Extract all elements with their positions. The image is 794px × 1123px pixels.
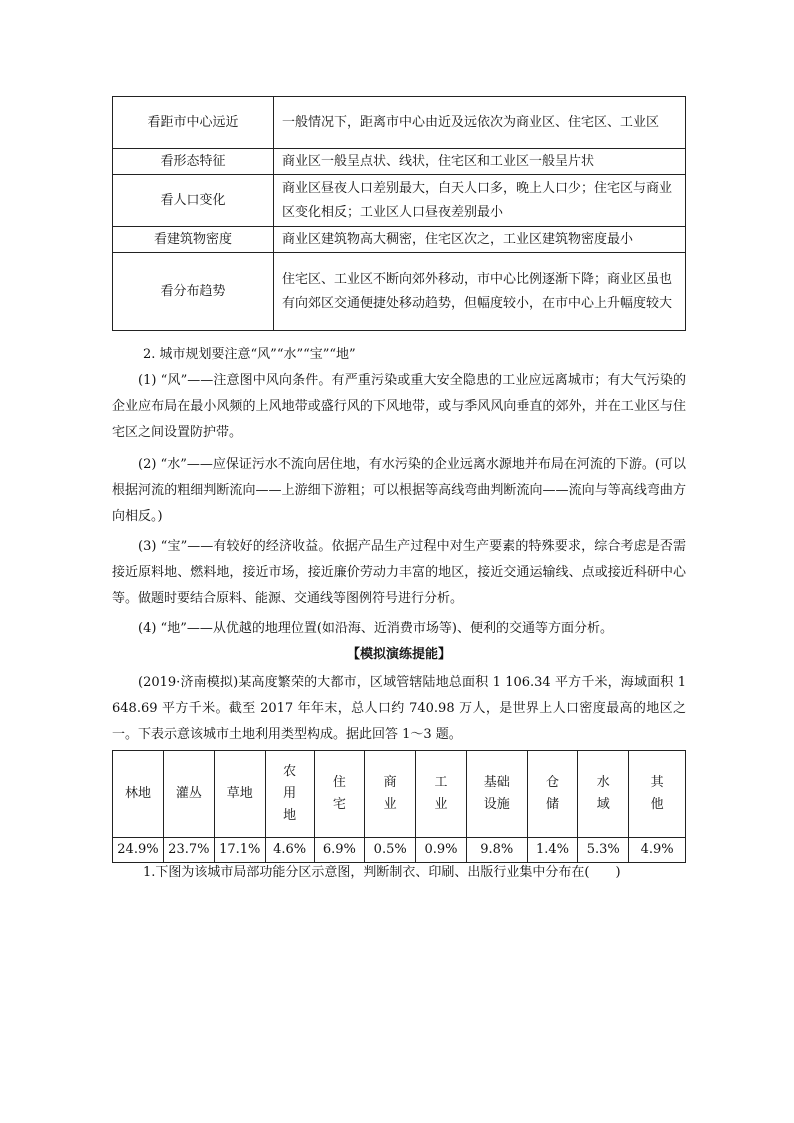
table-header-cell: 住宅 [314, 751, 365, 838]
table-header-cell: 灌丛 [163, 751, 214, 838]
paragraph-wind: (1) “风”——注意图中风向条件。有严重污染或重大安全隐患的工业应远离城市；有大气污染的企业应布局在最小风频的上风地带或盛行风的下风地带，或与季风风向垂直的郊外，并在工业区与住宅区之间设置防护带。 [112, 373, 686, 440]
table-label-cell: 看建筑物密度 [113, 227, 274, 253]
table-cell: 17.1% [214, 838, 265, 863]
table-row [113, 149, 686, 175]
paragraph-treasure: (3) “宝”——有较好的经济收益。依据产品生产过程中对生产要素的特殊要求，综合考虑是否需接近原料地、燃料地，接近市场，接近廉价劳动力丰富的地区，接近交通运输线、点或接近科研中心等。做题时要结合原料、能源、交通线等图例符号进行分析。 [112, 539, 686, 606]
table-label-cell: 看人口变化 [113, 175, 274, 227]
table-cell: 0.5% [365, 838, 416, 863]
paragraph-water: (2) “水”——应保证污水不流向居住地，有水污染的企业远离水源地并布局在河流的下游。(可以根据河流的粗细判断流向——上游细下游粗；可以根据等高线弯曲判断流向——流向与等高线弯曲方向相反。) [112, 457, 686, 524]
table-cell: 23.7% [163, 838, 214, 863]
table-row [113, 227, 686, 253]
table-cell: 4.6% [265, 838, 314, 863]
table-row [113, 97, 686, 149]
table-row [113, 838, 686, 863]
table-cell: 24.9% [113, 838, 164, 863]
question-intro: (2019·济南模拟)某高度繁荣的大都市，区域管辖陆地总面积 1 106.34 平方千米，海域面积 1 648.69 平方千米。截至 2017 年年末，总人口约 740.98 万人，是世界上人口密度最高的地区之一。下表示意该城市土地利用类型构成。据此回答 1～3 题。 [112, 675, 686, 742]
table-text-cell: 商业区昼夜人口差别最大，白天人口多，晚上人口少；住宅区与商业区变化相反；工业区人口昼夜差别最小 [274, 175, 686, 227]
table-text-cell: 一般情况下，距离市中心由近及远依次为商业区、住宅区、工业区 [274, 97, 686, 149]
section-title: 2. 城市规划要注意“风”“水”“宝”“地” [143, 347, 356, 362]
table-cell: 6.9% [314, 838, 365, 863]
table-header-cell: 农用地 [265, 751, 314, 838]
table-label-cell: 看形态特征 [113, 149, 274, 175]
table-text-cell: 商业区建筑物高大稠密，住宅区次之，工业区建筑物密度最小 [274, 227, 686, 253]
table-header-cell: 林地 [113, 751, 164, 838]
table-cell: 4.9% [629, 838, 686, 863]
table-row [113, 253, 686, 331]
land-use-table [112, 750, 686, 863]
table-cell: 9.8% [466, 838, 527, 863]
table-label-cell: 看分布趋势 [113, 253, 274, 331]
table-header-cell: 仓储 [527, 751, 578, 838]
table-cell: 1.4% [527, 838, 578, 863]
table-header-cell: 基础设施 [466, 751, 527, 838]
table-header-cell: 水域 [578, 751, 629, 838]
table-cell: 0.9% [416, 838, 467, 863]
table-header-cell: 工业 [416, 751, 467, 838]
table-header-row [113, 751, 686, 838]
table-text-cell: 住宅区、工业区不断向郊外移动，市中心比例逐渐下降；商业区虽也有向郊区交通便捷处移动趋势，但幅度较小，在市中心上升幅度较大 [274, 253, 686, 331]
table-header-cell: 草地 [214, 751, 265, 838]
section-heading: 【模拟演练提能】 [346, 647, 451, 662]
table-label-cell: 看距市中心远近 [113, 97, 274, 149]
table-cell: 5.3% [578, 838, 629, 863]
table-text-cell: 商业区一般呈点状、线状，住宅区和工业区一般呈片状 [274, 149, 686, 175]
table-header-cell: 商业 [365, 751, 416, 838]
table-row [113, 175, 686, 227]
zone-identification-table [112, 96, 686, 331]
paragraph-land: (4) “地”——从优越的地理位置(如沿海、近消费市场等)、便利的交通等方面分析。 [138, 621, 613, 636]
question-1: 1.下图为该城市局部功能分区示意图，判断制衣、印刷、出版行业集中分布在( ) [143, 865, 621, 880]
table-header-cell: 其他 [629, 751, 686, 838]
